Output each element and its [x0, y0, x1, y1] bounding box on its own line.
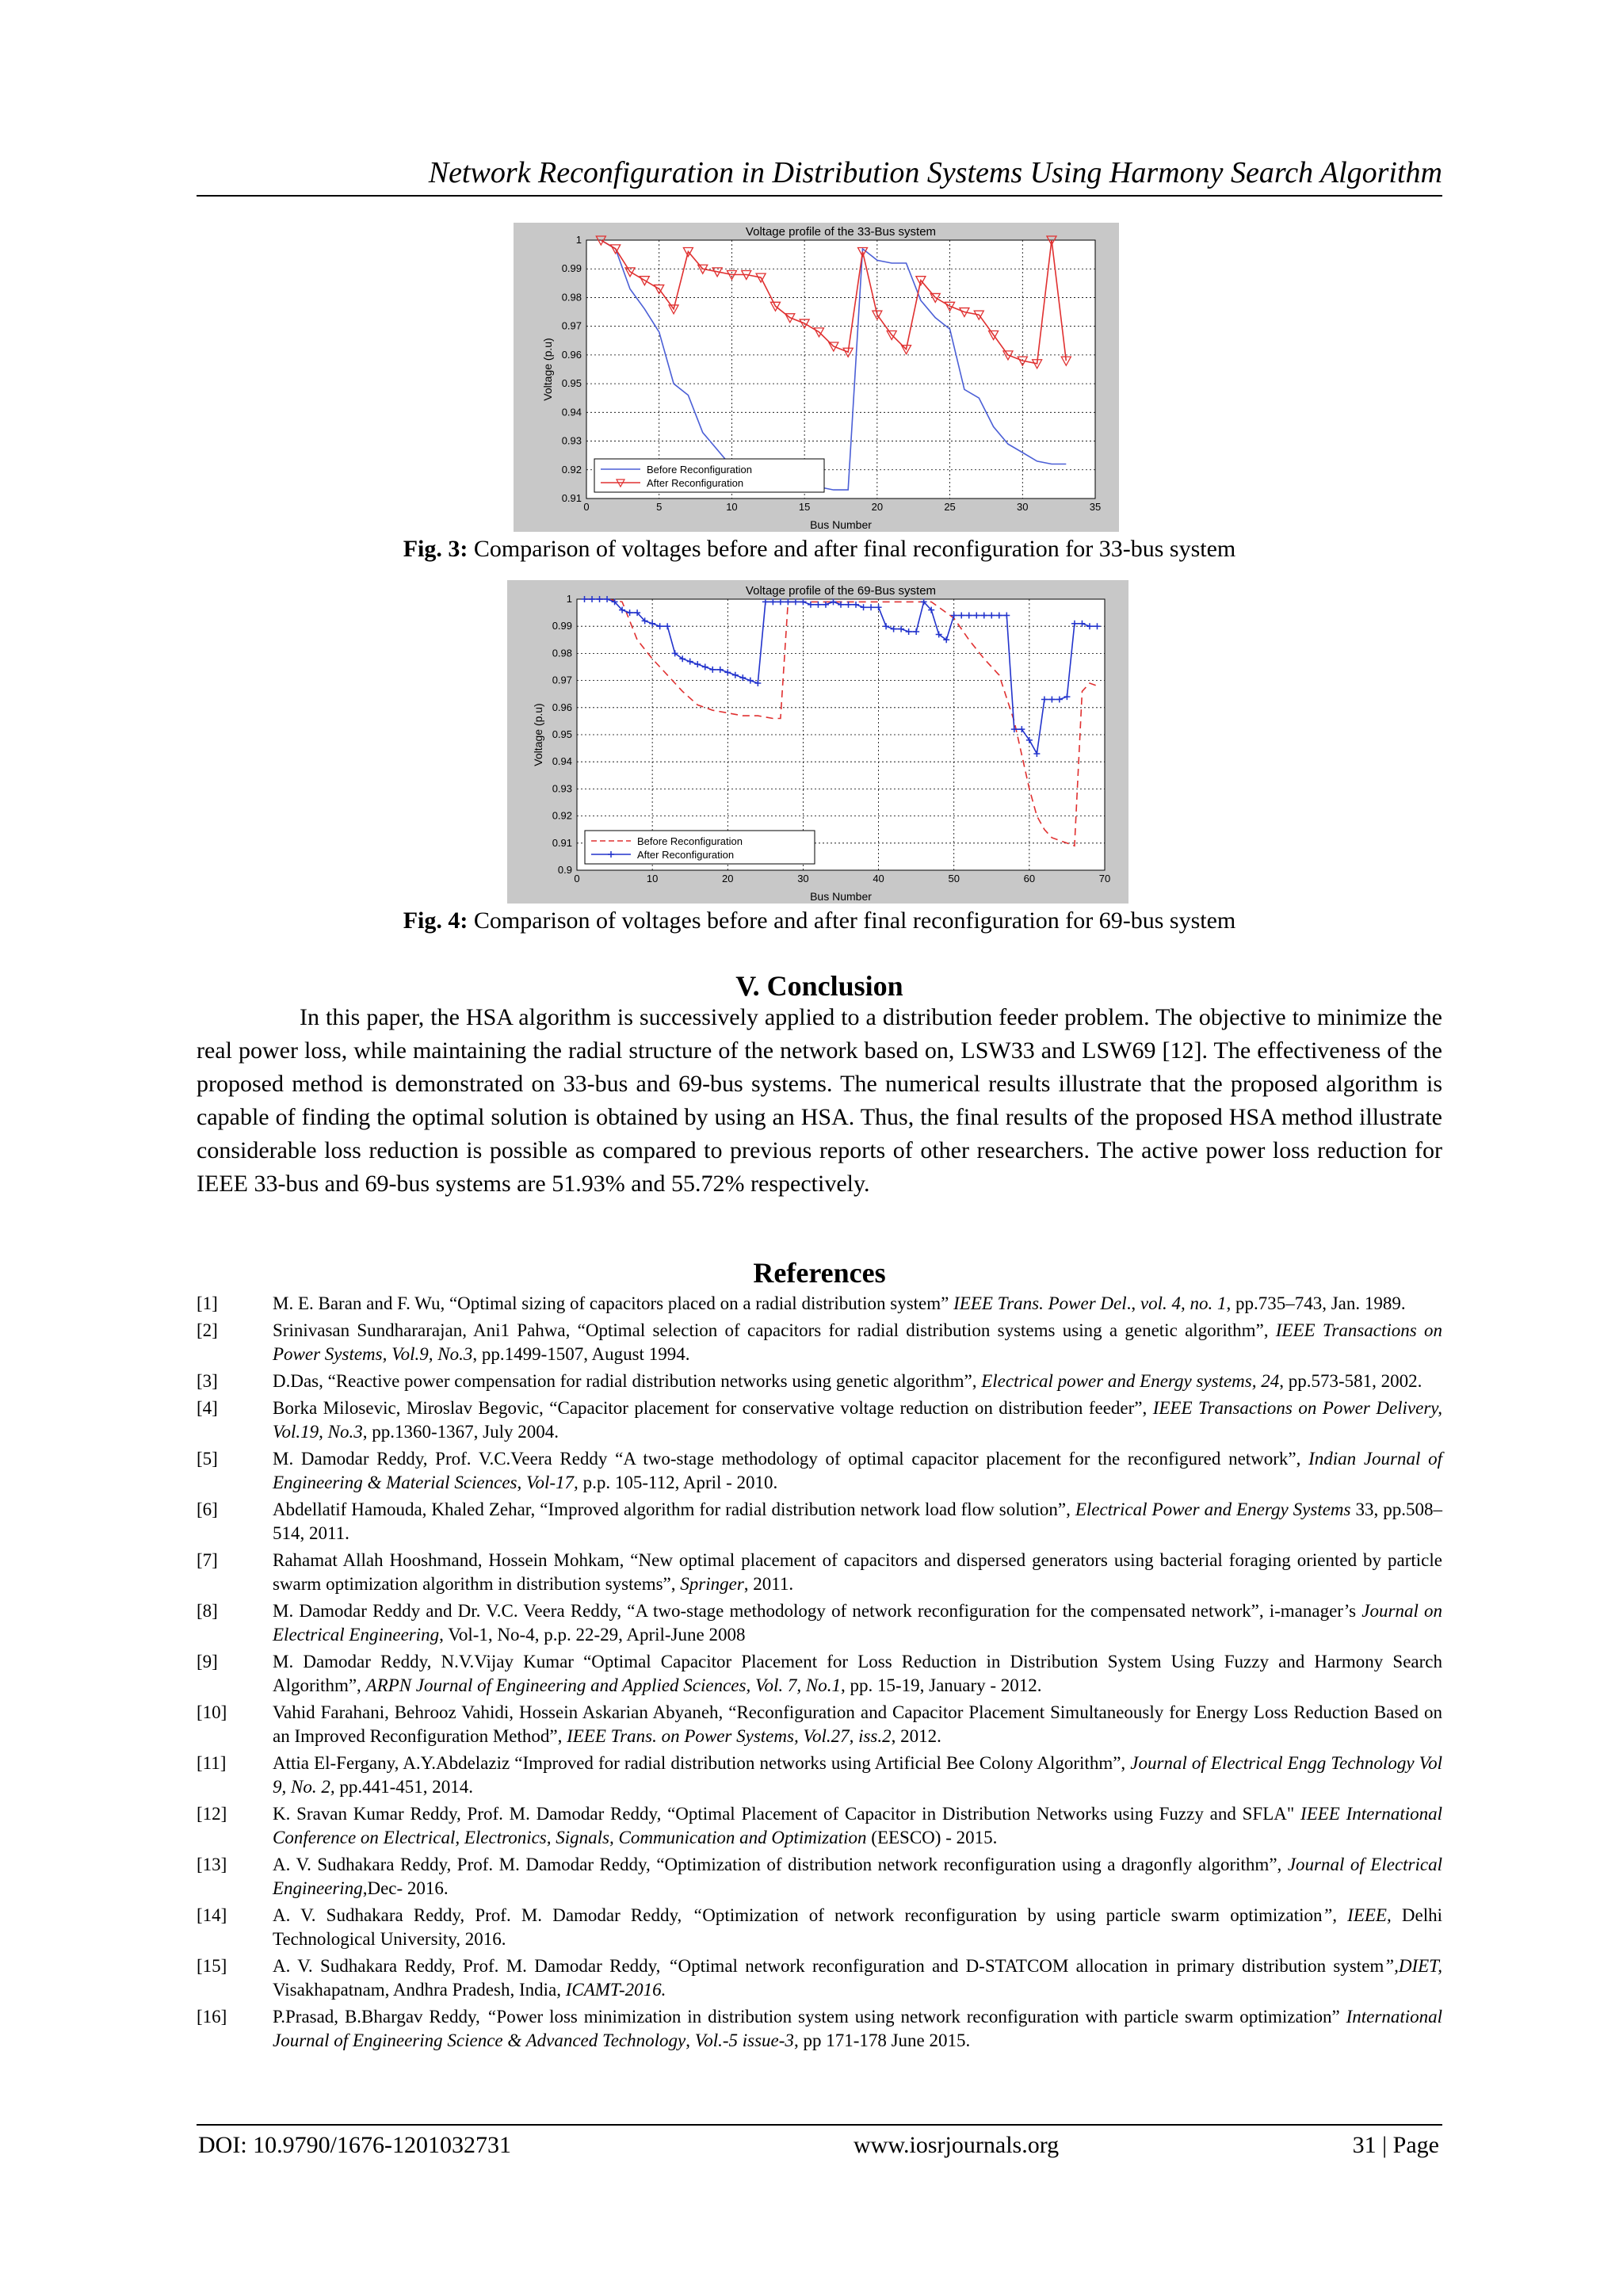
reference-segment: IEEE Transactions on Power Delivery, Vol.19, No.3 [273, 1398, 1442, 1442]
reference-segment: 33, pp.508–514, 2011. [273, 1499, 1442, 1543]
reference-segment: , Vol-1, No-4, p.p. 22-29, April-June 2008 [439, 1625, 746, 1645]
reference-number: [6] [197, 1499, 218, 1519]
figure-4-caption [197, 907, 1442, 934]
reference-item [197, 2005, 1442, 2053]
reference-segment: , pp.1499-1507, August 1994. [472, 1344, 690, 1364]
reference-text [273, 1370, 1442, 1393]
reference-segment: A. V. Sudhakara Reddy, Prof. M. Damodar Reddy, [273, 1956, 668, 1976]
reference-segment: ”,DIET, [1384, 1956, 1442, 1976]
y-tick-label: 0.92 [561, 463, 582, 476]
reference-segment: Optimal network reconfiguration and D-STATCOM allocation in primary distribution system [678, 1956, 1384, 1976]
x-tick-label: 60 [1023, 873, 1036, 884]
reference-segment: , [685, 2030, 695, 2050]
reference-item [197, 1853, 1442, 1901]
reference-segment: P.Prasad, B.Bhargav Reddy, [273, 2007, 487, 2027]
y-tick-label: 1 [575, 234, 582, 246]
reference-segment: Power loss minimization in distribution system using network reconfiguration with particle swarm optimization” [496, 2007, 1346, 2027]
chart-svg [507, 580, 1128, 904]
reference-segment: K. Sravan Kumar Reddy, Prof. M. Damodar Reddy, “Optimal Placement of Capacitor in Distribution Networks using Fuzzy and SFLA" [273, 1804, 1301, 1824]
legend [585, 831, 815, 864]
references-heading: References [753, 1257, 886, 1289]
reference-segment: Rahamat Allah Hooshmand, Hossein Mohkam, “New optimal placement of capacitors and dispersed generators using bacterial foraging oriented by particle swarm optimization algorithm in distribution systems”, [273, 1550, 1442, 1594]
header-rule [197, 195, 1442, 197]
reference-number: [9] [197, 1652, 218, 1671]
reference-text [273, 1752, 1442, 1799]
footer-site: www.iosrjournals.org [854, 2132, 1060, 2158]
reference-segment: IEEE Trans. on Power Systems, Vol.27, iss.2 [567, 1726, 892, 1746]
reference-segment: Delhi Technological University, 2016. [273, 1905, 1443, 1949]
reference-number: [14] [197, 1905, 227, 1925]
conclusion-paragraph: In this paper, the HSA algorithm is successively applied to a distribution feeder problem. The objective to minimize the real power loss, while maintaining the radial structure of the network based on, LSW33 and LSW69 [12]. The effectiveness of the proposed method is demonstrated on 33-bus and 69-bus systems. The numerical results illustrate that the proposed algorithm is capable of finding the optimal solution is obtained by using an HSA. Thus, the final results of the proposed HSA method illustrate considerable loss reduction is possible as compared to previous reports of other researchers. The active power loss reduction for IEEE 33-bus and 69-bus systems are 51.93% and 55.72% respectively. [197, 1004, 1442, 1197]
reference-text [273, 1904, 1442, 1951]
y-tick-label: 0.94 [561, 406, 582, 418]
x-tick-label: 0 [583, 501, 590, 513]
reference-item [197, 1904, 1442, 1951]
x-tick-label: 25 [944, 501, 956, 513]
x-tick-label: 5 [656, 501, 663, 513]
x-tick-label: 15 [798, 501, 811, 513]
reference-item [197, 1370, 1442, 1393]
reference-segment: Springer [680, 1574, 744, 1594]
reference-segment: “ [692, 1905, 703, 1925]
legend-label: Before Reconfiguration [637, 835, 743, 847]
reference-segment: ICAMT-2016. [565, 1980, 666, 2000]
conclusion-heading: V. Conclusion [735, 970, 903, 1002]
x-axis-label: Bus Number [810, 890, 872, 903]
legend [594, 459, 824, 492]
reference-segment: p.p. 105-112, April - 2010. [578, 1473, 778, 1492]
reference-number: [3] [197, 1371, 218, 1391]
reference-segment: pp.441-451, 2014. [334, 1777, 474, 1797]
reference-segment: Borka Milosevic, Miroslav Begovic, “Capacitor placement for conservative voltage reduction on distribution feeder”, [273, 1398, 1153, 1418]
legend-label: After Reconfiguration [647, 477, 744, 489]
figure-3-caption-label: Fig. 3: [403, 536, 468, 562]
reference-segment: M. Damodar Reddy, N.V.Vijay Kumar “Optimal Capacitor Placement for Loss Reduction in Distribution System Using Fuzzy and Harmony Search Algorithm”, [273, 1652, 1442, 1695]
reference-number: [8] [197, 1601, 218, 1621]
x-tick-label: 20 [871, 501, 884, 513]
reference-text [273, 1599, 1442, 1647]
reference-text [273, 1954, 1442, 2002]
reference-segment: ”, IEEE, [1322, 1905, 1392, 1925]
reference-item [197, 1292, 1442, 1316]
x-tick-label: 50 [948, 873, 960, 884]
reference-number: [1] [197, 1293, 218, 1313]
figure-4-caption-text: Comparison of voltages before and after final reconfiguration for 69-bus system [468, 907, 1236, 934]
reference-segment: Journal of Electrical Engg Technology Vol 9, No. 2, [273, 1753, 1443, 1797]
x-tick-label: 0 [574, 873, 580, 884]
reference-segment: , 2011. [743, 1574, 794, 1594]
reference-number: [16] [197, 2007, 227, 2027]
reference-segment: , 2012. [891, 1726, 941, 1746]
reference-segment: , pp.735–743, Jan. 1989. [1226, 1293, 1406, 1313]
reference-segment: Visakhapatnam, Andhra Pradesh, India, [273, 1980, 566, 2000]
reference-item [197, 1498, 1442, 1545]
y-tick-label: 0.91 [561, 492, 582, 504]
references-list [197, 1292, 1442, 2056]
y-tick-label: 0.93 [552, 782, 572, 795]
reference-segment: Optimization of network reconfiguration by using particle swarm optimization [702, 1905, 1323, 1925]
reference-number: [13] [197, 1855, 227, 1874]
reference-segment: Electrical power and Energy systems, 24 [981, 1371, 1280, 1391]
reference-item [197, 1701, 1442, 1748]
reference-text [273, 1396, 1442, 1444]
reference-text [273, 1650, 1442, 1698]
reference-item [197, 1802, 1442, 1850]
reference-number: [12] [197, 1804, 227, 1824]
reference-segment: Electrical Power and Energy Systems [1075, 1499, 1351, 1519]
reference-text [273, 1447, 1442, 1495]
reference-text [273, 1802, 1442, 1850]
y-tick-label: 0.93 [561, 434, 582, 447]
reference-segment: vol. 4, no. 1 [1140, 1293, 1227, 1313]
reference-item [197, 1447, 1442, 1495]
x-tick-label: 10 [726, 501, 738, 513]
reference-item [197, 1549, 1442, 1596]
x-tick-label: 35 [1089, 501, 1102, 513]
reference-segment: IEEE International Conference on Electrical, Electronics, Signals, Communication and Optimization [273, 1804, 1442, 1847]
y-tick-label: 0.92 [552, 809, 572, 822]
reference-segment: M. E. Baran and F. Wu, “Optimal sizing of capacitors placed on a radial distribution system” [273, 1293, 954, 1313]
reference-item [197, 1396, 1442, 1444]
reference-segment: Vahid Farahani, Behrooz Vahidi, Hossein Askarian Abyaneh, “Reconfiguration and Capacitor Placement Simultaneously for Energy Loss Reduction Based on an Improved Reconfiguration Method”, [273, 1702, 1442, 1746]
y-tick-label: 0.94 [552, 755, 572, 768]
reference-number: [4] [197, 1398, 218, 1418]
chart-title: Voltage profile of the 69-Bus system [745, 584, 937, 598]
y-tick-label: 1 [566, 593, 572, 605]
reference-segment: M. Damodar Reddy, Prof. V.C.Veera Reddy “A two-stage methodology of optimal capacitor placement for the reconfigured network”, [273, 1449, 1309, 1469]
reference-segment: ., [1126, 1293, 1140, 1313]
reference-segment: Srinivasan Sundhararajan, Ani1 Pahwa, “Optimal selection of capacitors for radial distribution systems using a genetic algorithm”, [273, 1320, 1276, 1340]
reference-segment: Indian Journal of Engineering & Material Sciences, Vol-17, [273, 1449, 1442, 1492]
reference-item [197, 1650, 1442, 1698]
reference-number: [2] [197, 1320, 218, 1340]
reference-segment: D.Das, “Reactive power compensation for radial distribution networks using genetic algorithm”, [273, 1371, 982, 1391]
y-tick-label: 0.98 [561, 291, 582, 304]
reference-item [197, 1319, 1442, 1366]
y-tick-label: 0.97 [552, 674, 572, 686]
reference-segment: , pp.1360-1367, July 2004. [362, 1422, 559, 1442]
reference-segment: (EESCO) - 2015. [866, 1828, 998, 1847]
y-tick-label: 0.96 [552, 701, 572, 713]
x-axis-label: Bus Number [810, 518, 872, 531]
y-tick-label: 0.9 [557, 864, 572, 876]
running-header: Network Reconfiguration in Distribution Systems Using Harmony Search Algorithm [428, 156, 1442, 189]
reference-segment: A. V. Sudhakara Reddy, Prof. M. Damodar Reddy, [273, 1905, 693, 1925]
x-tick-label: 20 [722, 873, 734, 884]
reference-segment: “ [667, 1956, 678, 1976]
reference-segment: Abdellatif Hamouda, Khaled Zehar, “Improved algorithm for radial distribution network load flow solution”, [273, 1499, 1075, 1519]
reference-item [197, 1954, 1442, 2002]
reference-text [273, 1319, 1442, 1366]
y-tick-label: 0.96 [561, 348, 582, 361]
reference-text [273, 1292, 1442, 1316]
reference-text [273, 1549, 1442, 1596]
reference-item [197, 1752, 1442, 1799]
x-tick-label: 70 [1098, 873, 1111, 884]
reference-text [273, 1701, 1442, 1748]
chart-svg [514, 223, 1119, 532]
legend-label: After Reconfiguration [637, 849, 735, 861]
reference-number: [5] [197, 1449, 218, 1469]
reference-text [273, 2005, 1442, 2053]
x-tick-label: 30 [797, 873, 809, 884]
figure-3-caption-text: Comparison of voltages before and after final reconfiguration for 33-bus system [468, 536, 1236, 562]
x-tick-label: 30 [1017, 501, 1029, 513]
reference-segment: Journal on Electrical Engineering [273, 1601, 1442, 1645]
reference-number: [7] [197, 1550, 218, 1570]
reference-segment: M. Damodar Reddy and Dr. V.C. Veera Reddy, “A two-stage methodology of network reconfiguration for the compensated network”, i-manager’s [273, 1601, 1362, 1621]
reference-segment: IEEE Trans. Power Del [953, 1293, 1127, 1313]
reference-text [273, 1853, 1442, 1901]
x-tick-label: 40 [873, 873, 884, 884]
reference-segment: A. V. Sudhakara Reddy, Prof. M. Damodar Reddy, “Optimization of distribution network reconfiguration using a dragonfly algorithm”, [273, 1855, 1288, 1874]
figure-3-chart [514, 223, 1119, 532]
reference-segment: “ [486, 2007, 497, 2027]
footer-page: 31 | Page [1352, 2132, 1439, 2158]
y-axis-label: Voltage (p.u) [532, 703, 544, 766]
reference-segment: International Journal of Engineering Science & Advanced Technology [273, 2007, 1442, 2050]
y-tick-label: 0.99 [552, 620, 572, 632]
reference-number: [11] [197, 1753, 227, 1773]
reference-item [197, 1599, 1442, 1647]
y-tick-label: 0.98 [552, 647, 572, 659]
y-tick-label: 0.91 [552, 836, 572, 849]
reference-segment: Attia El-Fergany, A.Y.Abdelaziz “Improved for radial distribution networks using Artificial Bee Colony Algorithm”, [273, 1753, 1131, 1773]
legend-label: Before Reconfiguration [647, 464, 752, 476]
reference-text [273, 1498, 1442, 1545]
footer-doi: DOI: 10.9790/1676-1201032731 [198, 2132, 511, 2158]
reference-segment: ARPN Journal of Engineering and Applied Sciences, Vol. 7, No.1 [365, 1675, 841, 1695]
footer-rule [197, 2124, 1442, 2126]
y-tick-label: 0.97 [561, 319, 582, 332]
chart-title: Voltage profile of the 33-Bus system [745, 225, 937, 239]
reference-segment: , pp.573-581, 2002. [1279, 1371, 1423, 1391]
reference-segment: ,Dec- 2016. [362, 1878, 449, 1898]
reference-segment: , pp 171-178 June 2015. [793, 2030, 971, 2050]
reference-segment: Journal of Electrical Engineering [273, 1855, 1442, 1898]
y-tick-label: 0.95 [552, 728, 572, 740]
y-tick-label: 0.99 [561, 262, 582, 275]
y-axis-label: Voltage (p.u) [541, 338, 554, 401]
figure-4-chart [507, 580, 1128, 904]
reference-number: [15] [197, 1956, 227, 1976]
y-tick-label: 0.95 [561, 377, 582, 390]
reference-segment: IEEE Transactions on Power Systems, Vol.9, No.3 [273, 1320, 1442, 1364]
reference-segment: Vol.-5 issue-3 [694, 2030, 794, 2050]
reference-number: [10] [197, 1702, 227, 1722]
figure-4-caption-label: Fig. 4: [403, 907, 468, 934]
reference-segment: , pp. 15-19, January - 2012. [840, 1675, 1042, 1695]
x-tick-label: 10 [646, 873, 659, 884]
figure-3-caption [197, 536, 1442, 563]
